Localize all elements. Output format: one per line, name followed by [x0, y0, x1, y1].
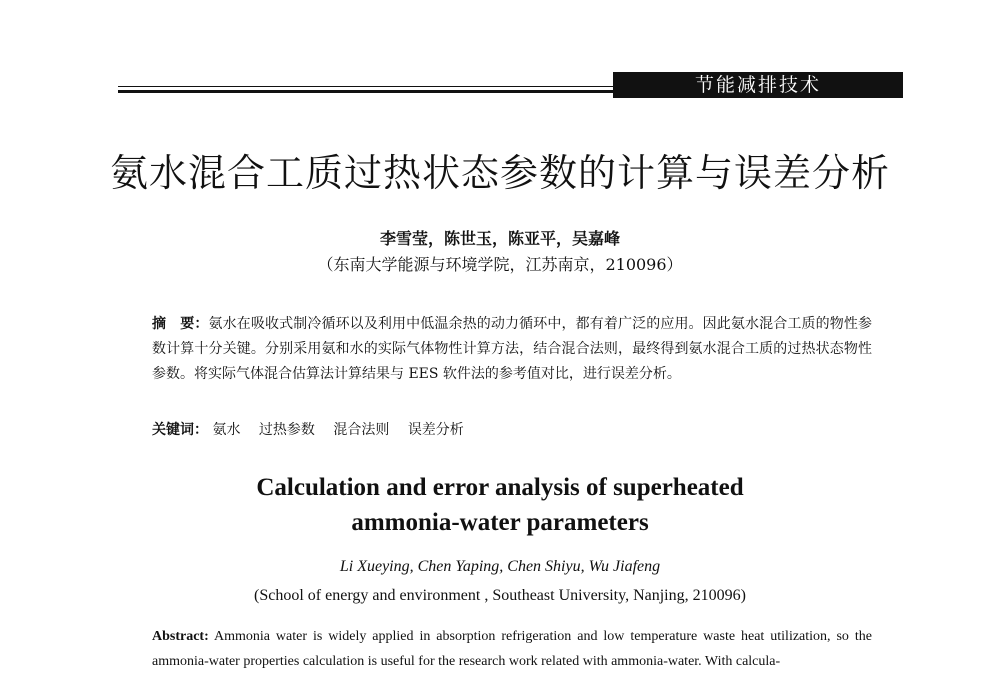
- header-rule-thick: [118, 90, 615, 93]
- abstract-en-text: Ammonia water is widely applied in absorption refrigeration and low temperature waste heat utilization, so the ammonia-water properties calculation is useful for the research work related with ammonia-water. With calcula-: [152, 629, 872, 669]
- authors-cn: 李雪莹，陈世玉，陈亚平，吴嘉峰: [379, 229, 620, 248]
- affiliation-cn: （东南大学能源与环境学院，江苏南京，210096）: [317, 255, 683, 274]
- abstract-cn-label: 摘 要：: [152, 316, 209, 332]
- paper-title-en-line1: Calculation and error analysis of superheated: [256, 474, 744, 501]
- keyword: 过热参数: [258, 422, 315, 438]
- keyword: 混合法则: [333, 422, 390, 438]
- abstract-en-label: Abstract:: [152, 629, 209, 644]
- abstract-cn: [152, 312, 872, 387]
- paper-title-cn: 氨水混合工质过热状态参数的计算与误差分析: [109, 151, 890, 195]
- keyword: 误差分析: [407, 422, 464, 438]
- abstract-cn-text: 氨水在吸收式制冷循环以及利用中低温余热的动力循环中，都有着广泛的应用。因此氨水混合工质的物性参数计算十分关键。分别采用氨和水的实际气体物性计算方法，结合混合法则，最终得到氨水混合工质的过热状态物性参数。将实际气体混合估算法计算结果与 EES 软件法的参考值对比，进行误差分析。: [152, 316, 873, 382]
- abstract-en: [152, 624, 872, 674]
- keywords-cn-label: 关键词：: [152, 422, 208, 438]
- paper-title-en-line2: ammonia-water parameters: [351, 509, 649, 536]
- keyword: 氨水: [212, 422, 241, 438]
- affiliation-en: (School of energy and environment , Southeast University, Nanjing, 210096): [254, 587, 746, 604]
- authors-en: Li Xueying, Chen Yaping, Chen Shiyu, Wu Jiafeng: [339, 558, 661, 575]
- keywords-cn: [152, 420, 872, 440]
- journal-header: [118, 72, 903, 98]
- section-tab: 节能减排技术: [613, 72, 903, 98]
- paper-title-en: [0, 470, 1000, 540]
- header-rule-thin: [118, 86, 615, 87]
